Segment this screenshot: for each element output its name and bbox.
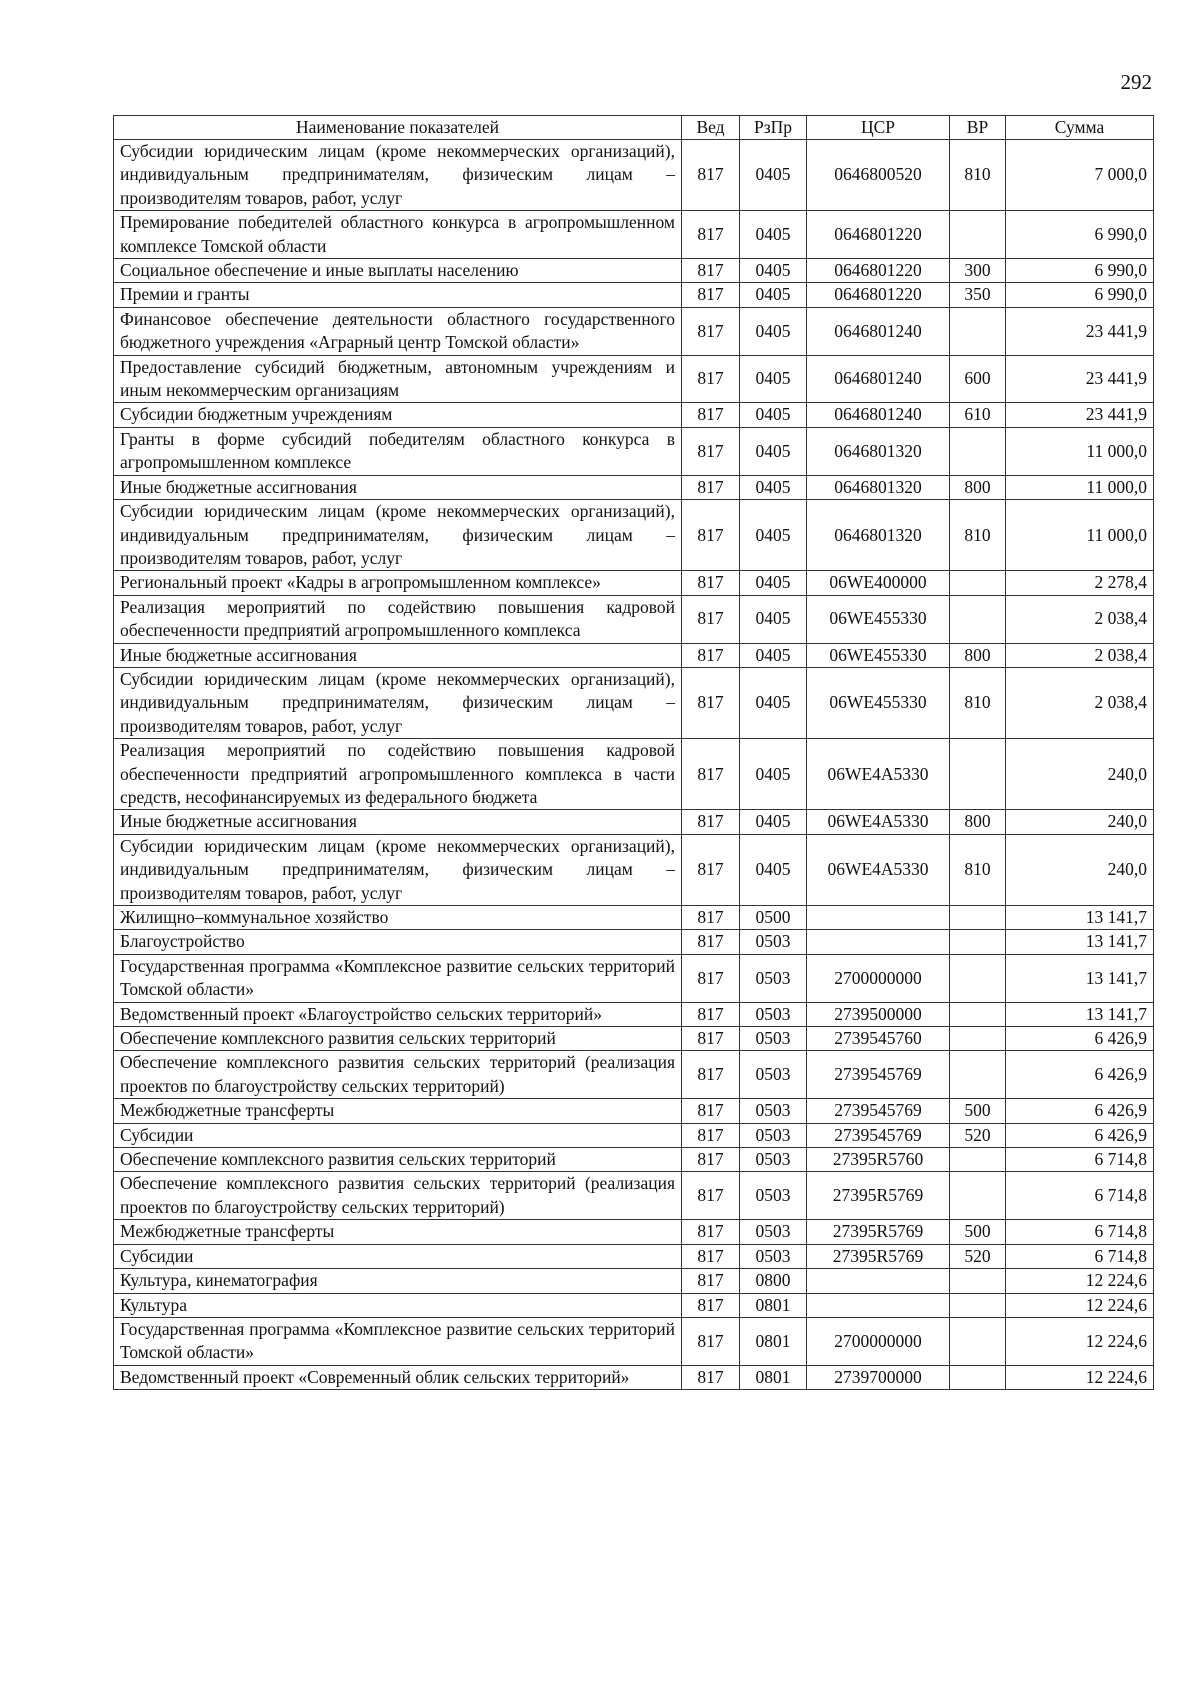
- cell-rzpr: 0503: [740, 1099, 807, 1123]
- cell-vr: [950, 954, 1006, 1002]
- cell-vr: 610: [950, 403, 1006, 427]
- cell-name: Финансовое обеспечение деятельности областного государственного бюджетного учреждения «Аграрный центр Томской области»: [114, 307, 682, 355]
- cell-rzpr: 0503: [740, 1244, 807, 1268]
- cell-sum: 6 426,9: [1006, 1123, 1154, 1147]
- cell-ved: 817: [682, 595, 740, 643]
- cell-name: Субсидии бюджетным учреждениям: [114, 403, 682, 427]
- table-row: [114, 1244, 1154, 1268]
- cell-rzpr: 0405: [740, 500, 807, 571]
- cell-sum: 6 426,9: [1006, 1099, 1154, 1123]
- table-header: [114, 116, 1154, 140]
- cell-ved: 817: [682, 834, 740, 905]
- cell-csr: 0646801220: [807, 259, 950, 283]
- cell-sum: 12 224,6: [1006, 1269, 1154, 1293]
- cell-rzpr: 0503: [740, 1172, 807, 1220]
- cell-name: Гранты в форме субсидий победителям областного конкурса в агропромышленном комплексе: [114, 427, 682, 475]
- cell-csr: 06WE455330: [807, 595, 950, 643]
- cell-vr: [950, 906, 1006, 930]
- cell-sum: 6 714,8: [1006, 1172, 1154, 1220]
- table-row: [114, 1269, 1154, 1293]
- cell-vr: [950, 1317, 1006, 1365]
- table-row: [114, 1099, 1154, 1123]
- table-row: [114, 667, 1154, 738]
- cell-ved: 817: [682, 667, 740, 738]
- cell-rzpr: 0503: [740, 1148, 807, 1172]
- cell-name: Субсидии юридическим лицам (кроме некоммерческих организаций), индивидуальным предпринимателям, физическим лицам – производителям товаров, работ, услуг: [114, 667, 682, 738]
- cell-ved: 817: [682, 1317, 740, 1365]
- table-row: [114, 1317, 1154, 1365]
- cell-vr: [950, 1027, 1006, 1051]
- cell-ved: 817: [682, 954, 740, 1002]
- cell-csr: 06WE4A5330: [807, 834, 950, 905]
- cell-csr: 0646801240: [807, 355, 950, 403]
- cell-name: Ведомственный проект «Современный облик сельских территорий»: [114, 1365, 682, 1389]
- table-row: [114, 1027, 1154, 1051]
- table-row: [114, 930, 1154, 954]
- cell-rzpr: 0500: [740, 906, 807, 930]
- header-rzpr: РзПр: [740, 116, 807, 140]
- cell-sum: 13 141,7: [1006, 930, 1154, 954]
- cell-ved: 817: [682, 1365, 740, 1389]
- table-row: [114, 140, 1154, 211]
- cell-rzpr: 0405: [740, 571, 807, 595]
- cell-rzpr: 0405: [740, 643, 807, 667]
- table-row: [114, 1293, 1154, 1317]
- table-row: [114, 1051, 1154, 1099]
- cell-csr: 0646800520: [807, 140, 950, 211]
- cell-csr: 27395R5769: [807, 1172, 950, 1220]
- cell-csr: [807, 930, 950, 954]
- cell-csr: [807, 906, 950, 930]
- cell-rzpr: 0405: [740, 283, 807, 307]
- table-row: [114, 283, 1154, 307]
- cell-ved: 817: [682, 810, 740, 834]
- header-name: Наименование показателей: [114, 116, 682, 140]
- cell-vr: [950, 739, 1006, 810]
- cell-csr: [807, 1293, 950, 1317]
- cell-csr: 2739545760: [807, 1027, 950, 1051]
- cell-sum: 6 714,8: [1006, 1148, 1154, 1172]
- cell-rzpr: 0503: [740, 1027, 807, 1051]
- cell-ved: 817: [682, 571, 740, 595]
- cell-sum: 23 441,9: [1006, 355, 1154, 403]
- header-sum: Сумма: [1006, 116, 1154, 140]
- cell-vr: [950, 307, 1006, 355]
- cell-ved: 817: [682, 259, 740, 283]
- table-row: [114, 403, 1154, 427]
- cell-vr: 500: [950, 1220, 1006, 1244]
- cell-sum: 2 038,4: [1006, 595, 1154, 643]
- cell-name: Региональный проект «Кадры в агропромышленном комплексе»: [114, 571, 682, 595]
- cell-sum: 11 000,0: [1006, 427, 1154, 475]
- cell-csr: 06WE455330: [807, 643, 950, 667]
- table-row: [114, 571, 1154, 595]
- cell-rzpr: 0801: [740, 1317, 807, 1365]
- cell-vr: [950, 427, 1006, 475]
- cell-sum: 6 714,8: [1006, 1244, 1154, 1268]
- table-row: [114, 739, 1154, 810]
- cell-vr: 810: [950, 834, 1006, 905]
- table-row: [114, 1220, 1154, 1244]
- cell-csr: 06WE400000: [807, 571, 950, 595]
- cell-vr: [950, 1365, 1006, 1389]
- table-row: [114, 1002, 1154, 1026]
- cell-sum: 13 141,7: [1006, 906, 1154, 930]
- cell-sum: 6 426,9: [1006, 1051, 1154, 1099]
- table-row: [114, 1148, 1154, 1172]
- cell-name: Реализация мероприятий по содействию повышения кадровой обеспеченности предприятий агропромышленного комплекса в части средств, несофинансируемых из федерального бюджета: [114, 739, 682, 810]
- cell-sum: 2 038,4: [1006, 667, 1154, 738]
- cell-vr: 810: [950, 500, 1006, 571]
- cell-csr: [807, 1269, 950, 1293]
- cell-sum: 7 000,0: [1006, 140, 1154, 211]
- cell-rzpr: 0405: [740, 355, 807, 403]
- table-row: [114, 1365, 1154, 1389]
- cell-sum: 11 000,0: [1006, 475, 1154, 499]
- table-row: [114, 1172, 1154, 1220]
- cell-vr: 800: [950, 643, 1006, 667]
- cell-csr: 0646801320: [807, 475, 950, 499]
- cell-rzpr: 0801: [740, 1365, 807, 1389]
- cell-rzpr: 0801: [740, 1293, 807, 1317]
- cell-rzpr: 0405: [740, 307, 807, 355]
- cell-rzpr: 0405: [740, 834, 807, 905]
- table-row: [114, 1123, 1154, 1147]
- cell-sum: 240,0: [1006, 810, 1154, 834]
- cell-csr: 06WE455330: [807, 667, 950, 738]
- cell-vr: 800: [950, 475, 1006, 499]
- cell-rzpr: 0503: [740, 954, 807, 1002]
- cell-csr: 0646801240: [807, 403, 950, 427]
- cell-rzpr: 0405: [740, 475, 807, 499]
- table-row: [114, 643, 1154, 667]
- cell-rzpr: 0405: [740, 810, 807, 834]
- cell-rzpr: 0405: [740, 427, 807, 475]
- cell-csr: 2700000000: [807, 954, 950, 1002]
- cell-name: Иные бюджетные ассигнования: [114, 475, 682, 499]
- cell-rzpr: 0405: [740, 211, 807, 259]
- cell-csr: 0646801320: [807, 500, 950, 571]
- cell-vr: 800: [950, 810, 1006, 834]
- cell-rzpr: 0405: [740, 667, 807, 738]
- cell-rzpr: 0503: [740, 1123, 807, 1147]
- cell-csr: 06WE4A5330: [807, 739, 950, 810]
- cell-name: Обеспечение комплексного развития сельских территорий: [114, 1027, 682, 1051]
- cell-csr: 2739545769: [807, 1123, 950, 1147]
- cell-ved: 817: [682, 1220, 740, 1244]
- table-row: [114, 475, 1154, 499]
- table-row: [114, 834, 1154, 905]
- cell-ved: 817: [682, 500, 740, 571]
- cell-name: Реализация мероприятий по содействию повышения кадровой обеспеченности предприятий агропромышленного комплекса: [114, 595, 682, 643]
- table-row: [114, 259, 1154, 283]
- budget-table: [113, 115, 1154, 1390]
- cell-vr: 500: [950, 1099, 1006, 1123]
- cell-name: Премирование победителей областного конкурса в агропромышленном комплексе Томской области: [114, 211, 682, 259]
- cell-sum: 12 224,6: [1006, 1317, 1154, 1365]
- cell-csr: 2739500000: [807, 1002, 950, 1026]
- cell-csr: 0646801220: [807, 211, 950, 259]
- cell-ved: 817: [682, 643, 740, 667]
- cell-ved: 817: [682, 1244, 740, 1268]
- cell-ved: 817: [682, 475, 740, 499]
- cell-csr: 2739545769: [807, 1051, 950, 1099]
- cell-name: Премии и гранты: [114, 283, 682, 307]
- cell-sum: 23 441,9: [1006, 403, 1154, 427]
- cell-name: Обеспечение комплексного развития сельских территорий (реализация проектов по благоустройству сельских территорий): [114, 1172, 682, 1220]
- cell-name: Обеспечение комплексного развития сельских территорий (реализация проектов по благоустройству сельских территорий): [114, 1051, 682, 1099]
- cell-vr: [950, 1148, 1006, 1172]
- cell-ved: 817: [682, 930, 740, 954]
- cell-name: Субсидии: [114, 1244, 682, 1268]
- cell-ved: 817: [682, 403, 740, 427]
- cell-vr: [950, 930, 1006, 954]
- cell-vr: [950, 1002, 1006, 1026]
- cell-name: Межбюджетные трансферты: [114, 1099, 682, 1123]
- table-row: [114, 500, 1154, 571]
- cell-rzpr: 0503: [740, 1220, 807, 1244]
- cell-vr: [950, 1269, 1006, 1293]
- cell-rzpr: 0503: [740, 930, 807, 954]
- cell-ved: 817: [682, 140, 740, 211]
- cell-name: Социальное обеспечение и иные выплаты населению: [114, 259, 682, 283]
- cell-sum: 11 000,0: [1006, 500, 1154, 571]
- cell-vr: 520: [950, 1123, 1006, 1147]
- cell-rzpr: 0405: [740, 595, 807, 643]
- cell-sum: 13 141,7: [1006, 954, 1154, 1002]
- cell-csr: 0646801240: [807, 307, 950, 355]
- cell-vr: 520: [950, 1244, 1006, 1268]
- cell-ved: 817: [682, 1293, 740, 1317]
- cell-name: Предоставление субсидий бюджетным, автономным учреждениям и иным некоммерческим организациям: [114, 355, 682, 403]
- table-row: [114, 427, 1154, 475]
- cell-ved: 817: [682, 427, 740, 475]
- cell-name: Субсидии юридическим лицам (кроме некоммерческих организаций), индивидуальным предпринимателям, физическим лицам – производителям товаров, работ, услуг: [114, 834, 682, 905]
- cell-csr: 0646801220: [807, 283, 950, 307]
- cell-name: Субсидии: [114, 1123, 682, 1147]
- cell-vr: [950, 595, 1006, 643]
- cell-sum: 12 224,6: [1006, 1365, 1154, 1389]
- cell-sum: 6 714,8: [1006, 1220, 1154, 1244]
- cell-csr: 27395R5769: [807, 1220, 950, 1244]
- cell-vr: 810: [950, 140, 1006, 211]
- cell-name: Обеспечение комплексного развития сельских территорий: [114, 1148, 682, 1172]
- cell-name: Иные бюджетные ассигнования: [114, 810, 682, 834]
- header-vr: ВР: [950, 116, 1006, 140]
- cell-ved: 817: [682, 355, 740, 403]
- cell-ved: 817: [682, 307, 740, 355]
- cell-rzpr: 0503: [740, 1002, 807, 1026]
- page-number: 292: [1120, 70, 1152, 94]
- cell-csr: 2739545769: [807, 1099, 950, 1123]
- cell-vr: [950, 211, 1006, 259]
- cell-sum: 240,0: [1006, 739, 1154, 810]
- cell-ved: 817: [682, 1051, 740, 1099]
- cell-ved: 817: [682, 211, 740, 259]
- cell-sum: 2 038,4: [1006, 643, 1154, 667]
- cell-ved: 817: [682, 1002, 740, 1026]
- cell-ved: 817: [682, 739, 740, 810]
- table-row: [114, 595, 1154, 643]
- cell-csr: 27395R5760: [807, 1148, 950, 1172]
- cell-name: Культура, кинематография: [114, 1269, 682, 1293]
- cell-vr: 810: [950, 667, 1006, 738]
- cell-ved: 817: [682, 1099, 740, 1123]
- cell-rzpr: 0405: [740, 739, 807, 810]
- cell-vr: [950, 1293, 1006, 1317]
- cell-sum: 240,0: [1006, 834, 1154, 905]
- cell-vr: [950, 1172, 1006, 1220]
- cell-sum: 13 141,7: [1006, 1002, 1154, 1026]
- cell-sum: 6 990,0: [1006, 211, 1154, 259]
- cell-csr: 2700000000: [807, 1317, 950, 1365]
- cell-rzpr: 0503: [740, 1051, 807, 1099]
- cell-rzpr: 0405: [740, 403, 807, 427]
- cell-name: Иные бюджетные ассигнования: [114, 643, 682, 667]
- cell-csr: 2739700000: [807, 1365, 950, 1389]
- cell-csr: 0646801320: [807, 427, 950, 475]
- cell-vr: 600: [950, 355, 1006, 403]
- header-ved: Вед: [682, 116, 740, 140]
- cell-name: Благоустройство: [114, 930, 682, 954]
- cell-name: Субсидии юридическим лицам (кроме некоммерческих организаций), индивидуальным предпринимателям, физическим лицам – производителям товаров, работ, услуг: [114, 140, 682, 211]
- cell-rzpr: 0405: [740, 140, 807, 211]
- table-row: [114, 954, 1154, 1002]
- cell-ved: 817: [682, 1123, 740, 1147]
- cell-ved: 817: [682, 1172, 740, 1220]
- table-row: [114, 307, 1154, 355]
- cell-vr: [950, 1051, 1006, 1099]
- cell-vr: [950, 571, 1006, 595]
- cell-ved: 817: [682, 1148, 740, 1172]
- cell-csr: 27395R5769: [807, 1244, 950, 1268]
- cell-vr: 350: [950, 283, 1006, 307]
- table-row: [114, 355, 1154, 403]
- cell-ved: 817: [682, 1027, 740, 1051]
- header-row: [114, 116, 1154, 140]
- cell-name: Государственная программа «Комплексное развитие сельских территорий Томской области»: [114, 954, 682, 1002]
- cell-name: Субсидии юридическим лицам (кроме некоммерческих организаций), индивидуальным предпринимателям, физическим лицам – производителям товаров, работ, услуг: [114, 500, 682, 571]
- cell-csr: 06WE4A5330: [807, 810, 950, 834]
- cell-sum: 6 990,0: [1006, 283, 1154, 307]
- cell-name: Ведомственный проект «Благоустройство сельских территорий»: [114, 1002, 682, 1026]
- cell-ved: 817: [682, 906, 740, 930]
- table-row: [114, 906, 1154, 930]
- header-csr: ЦСР: [807, 116, 950, 140]
- cell-vr: 300: [950, 259, 1006, 283]
- cell-sum: 2 278,4: [1006, 571, 1154, 595]
- table-row: [114, 211, 1154, 259]
- cell-sum: 12 224,6: [1006, 1293, 1154, 1317]
- cell-name: Культура: [114, 1293, 682, 1317]
- table-row: [114, 810, 1154, 834]
- cell-sum: 23 441,9: [1006, 307, 1154, 355]
- cell-rzpr: 0405: [740, 259, 807, 283]
- cell-ved: 817: [682, 1269, 740, 1293]
- cell-name: Жилищно–коммунальное хозяйство: [114, 906, 682, 930]
- table-body: [114, 140, 1154, 1390]
- cell-name: Государственная программа «Комплексное развитие сельских территорий Томской области»: [114, 1317, 682, 1365]
- cell-ved: 817: [682, 283, 740, 307]
- cell-sum: 6 426,9: [1006, 1027, 1154, 1051]
- cell-sum: 6 990,0: [1006, 259, 1154, 283]
- cell-name: Межбюджетные трансферты: [114, 1220, 682, 1244]
- cell-rzpr: 0800: [740, 1269, 807, 1293]
